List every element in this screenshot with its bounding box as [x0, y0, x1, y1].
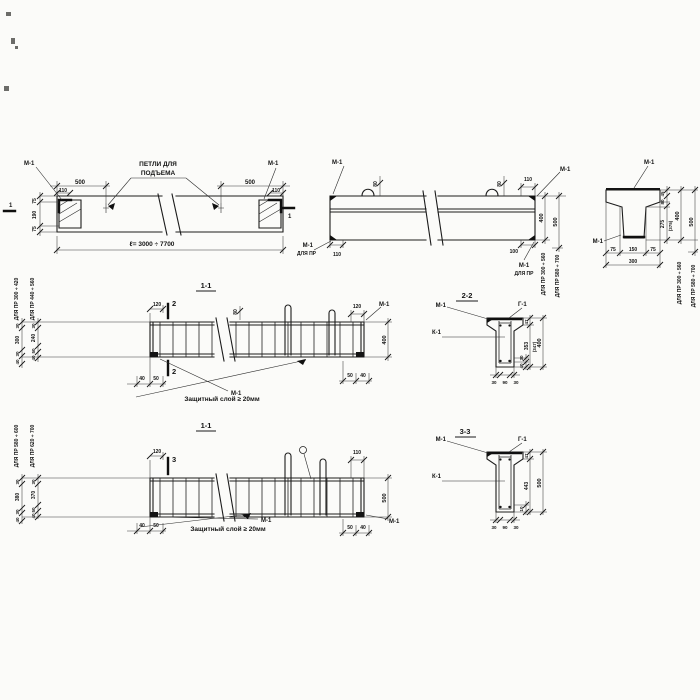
dim-75-bottom: 75	[32, 226, 38, 232]
break-mark	[423, 191, 443, 245]
dim-120-right: 120	[352, 304, 362, 310]
m1-marker-label: М-1	[592, 239, 603, 245]
col-inner-40: 40	[31, 513, 36, 519]
m1-marker-label: М-1	[389, 519, 400, 525]
col-inner-50: 50	[31, 507, 36, 513]
cover-layer-note: Защитный слой ≥ 20мм	[190, 526, 266, 533]
cut-1-label-right: 1	[288, 214, 292, 220]
m1-embed-plate	[150, 512, 158, 517]
dim-150-web: 150	[628, 247, 638, 253]
m1-marker-label: М-1	[518, 263, 530, 269]
m1-marker-label: М-1	[302, 243, 313, 249]
dim-120-left: 120	[152, 302, 162, 308]
m1-top-plate	[606, 188, 660, 191]
m1-marker-label: М-1	[268, 161, 279, 167]
m1-embed-plate	[356, 352, 364, 357]
section-title: 3-3	[459, 427, 471, 436]
dim-500-right: 500	[244, 180, 256, 186]
dim-30: 30	[491, 525, 497, 530]
dim-190: 190	[32, 210, 38, 220]
dim-50: 50	[153, 523, 159, 529]
rebar-dot	[508, 324, 510, 326]
dim-80-loop: 80	[233, 309, 239, 315]
col-inner-40: 40	[31, 355, 36, 361]
lifting-loops	[285, 305, 335, 355]
range-girders-inner: ДЛЯ ПР 620 ÷ 700	[30, 424, 36, 468]
dim-80-left-loop: 80	[373, 181, 379, 187]
reinforcement-view-1-1-first	[14, 277, 392, 403]
dim-40: 40	[360, 525, 366, 531]
col-inner-50: 50	[31, 348, 36, 354]
cover-layer-note: Защитный слой ≥ 20мм	[184, 396, 260, 403]
dim-10: 10	[519, 506, 524, 512]
lifting-note-line1: ПЕТЛИ ДЛЯ	[139, 161, 177, 168]
dim-50: 50	[153, 376, 159, 382]
dim-500-height: 500	[553, 217, 559, 227]
dim-80-right-loop: 80	[497, 181, 503, 187]
rebar-dot	[508, 506, 510, 508]
m1-marker-label: М-1	[379, 302, 390, 308]
dim-75-right: 75	[650, 247, 656, 253]
k1-marker-label: К-1	[432, 474, 441, 480]
dim-40: 40	[139, 523, 145, 529]
dim-110-right: 110	[271, 188, 281, 194]
range-girders-500: ДЛЯ ПР 580 ÷ 700	[555, 254, 561, 298]
cut-3-label: 3	[172, 455, 177, 464]
lifting-loops	[362, 189, 498, 196]
dim-90: 90	[502, 380, 508, 385]
dim-500-height: 500	[689, 217, 695, 227]
dim-443: 443	[524, 481, 530, 491]
beam-plan-view	[4, 161, 294, 254]
section-2-2	[432, 291, 547, 385]
col-outer-30b: 30	[15, 509, 20, 515]
dim-47: 47	[524, 453, 529, 459]
g1-marker-label: Г-1	[518, 437, 527, 443]
dim-100-bottom-right: 100	[509, 249, 518, 255]
dim-120-left: 120	[152, 449, 162, 455]
col-outer-30: 30	[15, 323, 20, 329]
col-inner-370: 370	[31, 490, 37, 500]
dim-40: 40	[360, 373, 366, 379]
dim-47: 47	[524, 319, 529, 325]
col-inner-240: 240	[31, 333, 37, 343]
m1-embed-plates	[330, 196, 535, 240]
dim-400-height: 400	[675, 211, 681, 221]
range-girders-400: ДЛЯ ПР 300 ÷ 560	[677, 261, 683, 305]
m1-marker-label: М-1	[231, 391, 242, 397]
dim-30-cover: 30	[519, 355, 524, 361]
beam-cross-section-view	[593, 160, 698, 307]
dim-90: 90	[502, 525, 508, 530]
dim-45: 45	[660, 191, 665, 197]
dim-275-alt: (375)	[668, 220, 673, 232]
dim-110-top-right: 110	[523, 177, 533, 183]
dim-total-length: ℓ= 3000 ÷ 7700	[129, 241, 175, 248]
col-outer-30: 30	[15, 479, 20, 485]
dim-500: 500	[537, 478, 543, 488]
rebar-dot	[508, 360, 510, 362]
cut-2-label-bottom: 2	[172, 367, 177, 376]
dim-110-right: 110	[352, 450, 362, 456]
dim-50: 50	[347, 373, 353, 379]
dim-110-left: 110	[58, 188, 68, 194]
col-outer-380: 380	[15, 492, 21, 502]
view-title: 1-1	[200, 421, 212, 430]
dim-50: 50	[347, 525, 353, 531]
col-inner-30: 30	[31, 479, 36, 485]
range-girders-outer: ДЛЯ ПР 580 ÷ 600	[14, 424, 20, 468]
m1-marker-label: М-1	[24, 161, 35, 167]
dim-30b: 30	[513, 525, 519, 530]
position-callout	[300, 447, 307, 454]
for-girders-label: ДЛЯ ПР	[297, 251, 316, 257]
dim-400-height: 400	[382, 335, 388, 345]
for-girders-label: ДЛЯ ПР	[514, 271, 534, 277]
view-title: 1-1	[200, 281, 212, 290]
reinforcement-view-1-1-second	[14, 421, 400, 536]
rebar-dot	[499, 506, 501, 508]
dim-400-height: 400	[539, 213, 545, 223]
cut-2-label-top: 2	[172, 299, 177, 308]
break-mark	[158, 194, 181, 235]
end-diaphragms	[59, 200, 281, 228]
dim-500-height: 500	[382, 493, 388, 503]
dim-500-left: 500	[74, 180, 86, 186]
dim-40-cover: 40	[519, 363, 524, 369]
dim-40: 40	[139, 376, 145, 382]
dim-75-top: 75	[32, 198, 38, 204]
loop-anchor-marks	[103, 203, 224, 213]
rebar-dot	[499, 458, 501, 460]
col-outer-300: 300	[15, 335, 21, 345]
col-outer-40: 40	[15, 517, 20, 523]
range-girders-inner: ДЛЯ ПР 440 ÷ 560	[30, 277, 36, 321]
stirrups	[160, 478, 353, 517]
dim-353: 353	[524, 341, 530, 351]
range-girders-400: ДЛЯ ПР 300 ÷ 560	[541, 252, 547, 296]
k1-marker-label: К-1	[432, 330, 441, 336]
dim-80: 80	[660, 199, 665, 205]
stirrup-frame	[499, 321, 511, 363]
col-inner-30: 30	[31, 323, 36, 329]
m1-marker-label: М-1	[435, 303, 446, 309]
section-title: 2-2	[461, 291, 473, 300]
stirrups	[160, 322, 353, 357]
m1-marker-label: М-1	[644, 160, 655, 166]
m1-marker-label: М-1	[332, 160, 343, 166]
lifting-note-line2: ПОДЪЕМА	[140, 170, 176, 177]
dim-275: 275	[660, 219, 666, 229]
m1-marker-label: М-1	[261, 518, 272, 524]
dim-353-alt: (347)	[532, 341, 537, 353]
m1-marker-label: М-1	[435, 437, 446, 443]
scan-artifacts	[4, 12, 18, 91]
g1-marker-label: Г-1	[518, 302, 527, 308]
range-girders-outer: ДЛЯ ПР 300 ÷ 420	[14, 277, 20, 321]
beam-elevation-view	[297, 160, 571, 297]
section-3-3	[432, 427, 547, 530]
rebar-dot	[499, 360, 501, 362]
dim-30: 30	[491, 380, 497, 385]
cut-1-label-left: 1	[9, 203, 13, 209]
stirrup-frame	[499, 455, 511, 509]
rebar-dot	[499, 324, 501, 326]
m1-embed-plate	[356, 512, 364, 517]
range-girders-500: ДЛЯ ПР 580 ÷ 700	[691, 264, 697, 308]
col-outer-40: 40	[15, 359, 20, 365]
dim-30b: 30	[513, 380, 519, 385]
lifting-loops	[285, 453, 326, 515]
rebar-dot	[508, 458, 510, 460]
dim-300-width: 300	[628, 259, 638, 265]
dim-110-bottom-left: 110	[332, 252, 342, 258]
m1-marker-label: М-1	[560, 167, 571, 173]
dim-400: 400	[537, 338, 543, 348]
dim-75-left: 75	[610, 247, 616, 253]
m1-embed-plate	[150, 352, 158, 357]
col-outer-30b: 30	[15, 351, 20, 357]
